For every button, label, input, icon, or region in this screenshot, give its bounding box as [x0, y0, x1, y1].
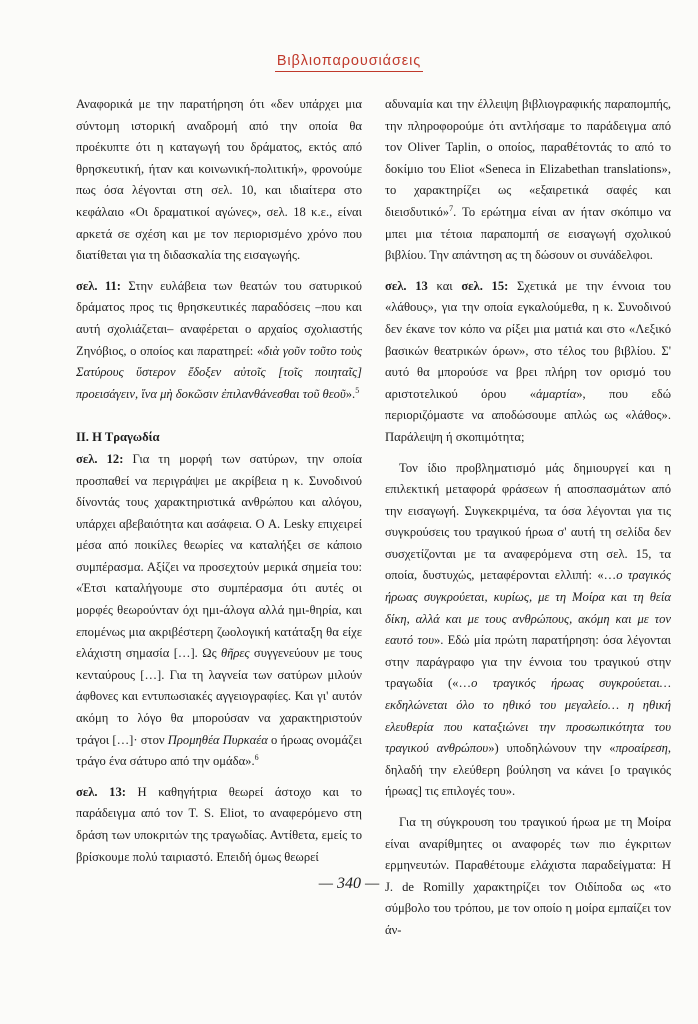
paragraph-text: . Το ερώτημα είναι αν ήταν σκόπιμο να μπει μια τέτοια παραπομπή σε εισαγωγή σχολικού βιβλίου. Την απάντηση ας τη δώσουν οι συνάδελφοι.	[385, 204, 671, 263]
italic-term: προαίρεση	[615, 741, 668, 756]
paragraph-text: Για τη μορφή των σατύρων, την οποία προσπαθεί να περιγράψει με ακρίβεια η κ. Συνοδινού δίνοντάς τους χαρακτηριστικά ανθρώπου και αλόγου, υπάρχει αβεβαιότητα και ασάφεια. Ο A. Lesky επιχειρεί μέσα από ποικίλες θεωρίες να καταλήξει σε κάποιο συμπέρασμα. Αξίζει να προσεχτούν μερικά σημεία του: «Έτσι καταλήγουμε στο συμπέρασμα ότι αυτές οι μορφές θεωρούνταν όχι ημι-άλογα αλλά ημι-θηρία, και επομένως μια ακριβέστερη ζωολογική κατάταξη θα είχε ελάχιστη σημασία […]. Ως	[76, 451, 362, 661]
paragraph-selective-quotes	[385, 458, 671, 804]
page-number: — 340 —	[318, 875, 380, 892]
play-title: Προμηθέα Πυρκαέα	[167, 732, 268, 747]
paragraph-text: Στην ευλάβεια των θεατών του σατυρικού δράματος προς τις θρησκευτικές παραδόσεις –που και αυτή σχολιάζεται– αναφέρεται ο αρχαίος σχολιαστής Ζηνόβιος, ο οποίος και παρατηρεί: «	[76, 278, 362, 358]
paragraph-page-11	[76, 276, 362, 406]
paragraph-text: , δηλαδή την ελεύθερη βούληση να κάνει [ο τραγικός ήρωας] τις επιλογές του».	[385, 741, 671, 799]
paragraph-text: συγγενεύουν με τους κενταύρους […]. Για τη λαγνεία των σατύρων μιλούν άφθονες και εντυπωσιακές αγγειογραφίες. Και γι' αυτόν ακόμη το λόγο θα μπορούσαν να χαρακτηριστούν τράγοι […]· στον	[76, 646, 362, 747]
footnote-marker: 7	[449, 203, 454, 213]
paragraph-text: Τον ίδιο προβληματισμό μάς δημιουργεί και η επιλεκτική μεταφορά φράσεων ή αποσπασμάτων από την εισαγωγή. Συγκεκριμένα, τα όσα λέγονται για τις συγκρούσεις του τραγικού ήρωα σ' αυτή τη σελίδα δεν συσχετίζονται με τα αναφερόμενα στη σελ. 15, τα οποία, δυστυχώς, μεταφέρονται ελλιπή: «…	[385, 460, 671, 583]
page-reference: σελ. 11:	[76, 278, 122, 293]
paragraph-text: », που εδώ περιοριζόμαστε να αποδώσουμε απλώς ως «λάθος». Παράλειψη ή σκοπιμότητα;	[385, 386, 671, 444]
greek-quote: διὰ γοῦν τοῦτο τοὺς Σατύρους ὕστερον ἔδοξεν αὐτοῖς [τοῖς ποιηταῖς] προεισάγειν, ἵνα μὴ δοκῶσιν ἐπιλανθάνεσθαι τοῦ θεοῦ	[76, 343, 362, 401]
italic-term: ἁμαρτία	[536, 386, 577, 401]
italic-quote: ο τραγικός ήρωας συγκρούεται… εκδηλώνεται όλο το ηθικό του μεγαλείο… η ηθική ελευθερία που καταξιώνει την προσωπικότητα του τραγικού ανθρώπου	[385, 676, 671, 756]
paragraph-page-12	[76, 449, 362, 773]
footnote-marker: 5	[355, 385, 360, 395]
paragraph-text: ο ήρωας ονομάζει τράγο ένα σάτυρο από την ομάδα».	[76, 732, 362, 769]
italic-quote: ο τραγικός ήρωας συγκρούεται, κυρίως, με τη Μοίρα και τη θεία δίκη, αλλά και με τους ανθρώπους, ακόμη και με τον εαυτό του	[385, 568, 671, 648]
section-heading: II. Η Τραγωδία	[76, 430, 160, 445]
page-reference: σελ. 15:	[461, 278, 509, 293]
page-reference: σελ. 13	[385, 278, 428, 293]
paragraph-text: Σχετικά με την έννοια του «λάθους», για την οποία εγκαλούμεθα, η κ. Συνοδινού δεν έκανε τον κόπο να ρίξει μια ματιά και στο «Λεξικό βασικών θεατρικών όρων», στο τέλος του βιβλίου. Σ' αυτό θα μπορούσε να βρει πλήρη τον ορισμό του αριστοτελικού όρου «	[385, 278, 671, 401]
page-reference: σελ. 12:	[76, 451, 124, 466]
paragraph-continued	[385, 94, 671, 267]
paragraph-text: Αναφορικά με την παρατήρηση ότι «δεν υπάρχει μια σύντομη ιστορική αναδρομή από την οποία θα προέκυπτε ότι η καταγωγή του δράματος, εκτός από θρησκευτική, ήταν και κοινωνική-πολιτική», φρονούμε πως όσα λέγονται στη σελ. 10, και ιδιαίτερα στο κεφάλαιο «Οι δραματικοί αγώνες», σελ. 18 κ.ε., είναι αρκετά σε σχέση και με τον περιορισμένο χρόνο που διατίθεται για τη διδασκαλία της εισαγωγής.	[76, 97, 362, 263]
paragraph-page-13-15	[385, 276, 671, 449]
paragraph-intro	[76, 94, 362, 267]
quote-end: ».	[345, 386, 356, 401]
paragraph-page-13	[76, 782, 362, 868]
paragraph-text: ») υποδηλώνουν την «	[488, 741, 616, 756]
page-reference: σελ. 13:	[76, 784, 126, 799]
italic-term: θῆρες	[220, 646, 250, 661]
running-header	[0, 52, 698, 72]
left-column	[76, 94, 362, 877]
paragraph-text: αδυναμία και την έλλειψη βιβλιογραφικής παραπομπής, την πληροφορούμε ότι αντλήσαμε το παράδειγμα από τον Oliver Taplin, ο οποίος, παραθέτοντάς το από το δοκίμιο του Eliot «Seneca in Elizabethan translations», το χαρακτηρίζει ως «εξαιρετικά σαφές και διεισδυτικό»	[385, 97, 671, 219]
right-column	[385, 94, 671, 951]
conjunction: και	[427, 278, 462, 293]
section-title: Βιβλιοπαρουσιάσεις	[275, 53, 423, 72]
paragraph-text: Για τη σύγκρουση του τραγικού ήρωα με τη Μοίρα είναι αναρίθμητες οι αναφορές των πιο έγκριτων ερμηνευτών. Παραθέτουμε ελάχιστα παραδείγματα: H J. de Romilly χαρακτηρίζει τον Οιδίποδα ως «το σύμβολο του τρόπου, με τον οποίο η μοίρα εμπαίζει τον άν-	[385, 815, 671, 937]
paragraph-text: Η καθηγήτρια θεωρεί άστοχο και το παράδειγμα από τον T. S. Eliot, το αναφερόμενο στη δράση των υποκριτών της τραγωδίας. Αντίθετα, εμείς το βρίσκουμε πολύ ταιριαστό. Επειδή όμως θεωρεί	[76, 784, 362, 864]
paragraph-text: ». Εδώ μία πρώτη παρατήρηση: όσα λέγονται στην παράγραφο για την έννοια του τραγικού στην τραγωδία («…	[385, 633, 671, 691]
footnote-marker: 6	[254, 753, 259, 763]
